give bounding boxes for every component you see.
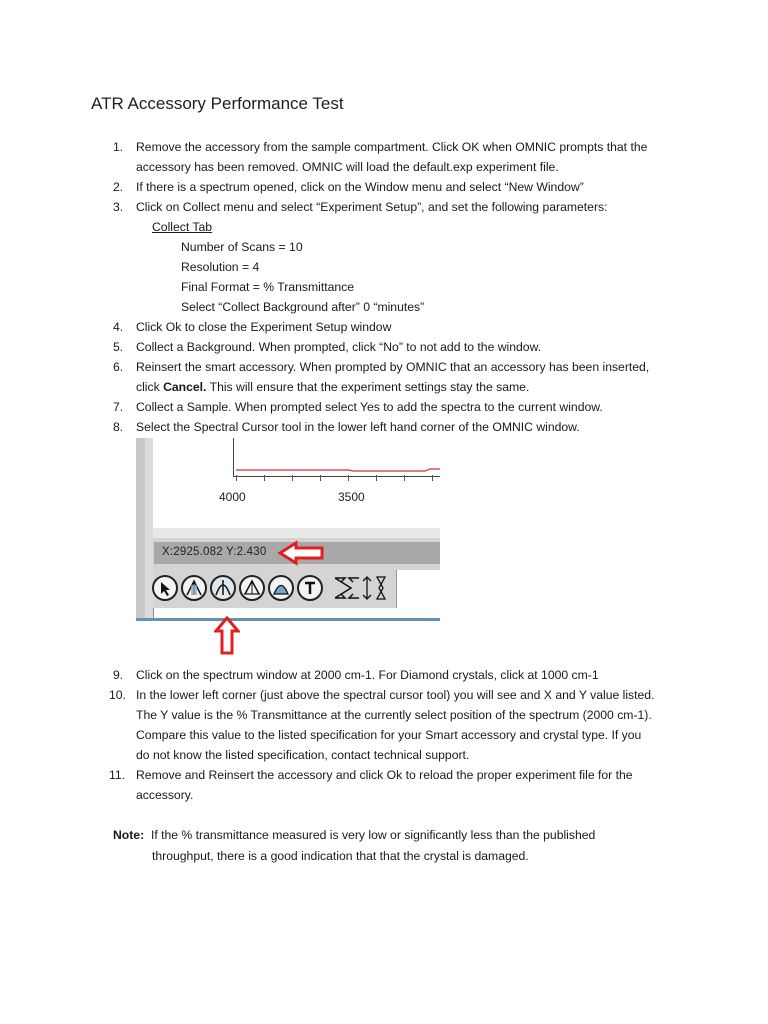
step-text: accessory has been removed. OMNIC will load the default.exp experiment file. [136, 160, 559, 174]
note-label: Note: [113, 828, 145, 842]
step-text-part: click [136, 380, 164, 394]
spectrum-trace [153, 438, 440, 478]
step-number: 5. [113, 340, 124, 354]
omnic-screenshot [136, 438, 440, 621]
step-number: 6. [113, 360, 124, 374]
step-text-part: This will ensure that the experiment settings stay the same. [206, 380, 530, 394]
step-text: accessory. [136, 788, 194, 802]
param-line: Resolution = 4 [181, 260, 260, 274]
step-text: Collect a Sample. When prompted select Yes to add the spectra to the current window. [136, 400, 603, 414]
list-item [113, 197, 701, 217]
steps-list-a [113, 137, 701, 217]
step-text: do not know the listed specification, contact technical support. [136, 748, 470, 762]
cancel-emphasis: Cancel. [163, 380, 207, 394]
region-tool-button[interactable] [181, 575, 207, 601]
step-number: 9. [113, 668, 124, 682]
note-text-cont: throughput, there is a good indication that that the crystal is damaged. [152, 849, 529, 863]
step-text: Click on Collect menu and select “Experiment Setup”, and set the following parameters: [136, 200, 608, 214]
step-text: If there is a spectrum opened, click on the Window menu and select “New Window” [136, 180, 584, 194]
note [113, 825, 595, 845]
x-tick-label: 4000 [219, 490, 246, 504]
peak-area-tool-button[interactable] [268, 575, 294, 601]
step-number: 3. [113, 200, 124, 214]
x-tick-label: 3500 [338, 490, 365, 504]
step-number: 4. [113, 320, 124, 334]
cursor-readout: X:2925.082 Y:2.430 [162, 546, 267, 558]
list-item [109, 685, 716, 765]
list-item [113, 317, 701, 337]
step-number: 2. [113, 180, 124, 194]
page-title: ATR Accessory Performance Test [91, 94, 344, 113]
spectrum-plot [153, 438, 440, 528]
step-number: 7. [113, 400, 124, 414]
spectral-cursor-tool-button[interactable] [210, 575, 236, 601]
toolbar-right-area [396, 570, 440, 608]
step-number: 10. [109, 688, 126, 702]
param-line: Number of Scans = 10 [181, 240, 303, 254]
step-text: Remove and Reinsert the accessory and click Ok to reload the proper experiment file for the [136, 768, 633, 782]
collect-tab-heading: Collect Tab [152, 220, 213, 234]
note-text: If the % transmittance measured is very low or significantly less than the published [150, 828, 596, 842]
step-number: 1. [113, 140, 124, 154]
zoom-arrows-icon[interactable] [333, 573, 393, 603]
status-panel-edge [153, 528, 440, 538]
list-item [113, 337, 701, 357]
list-item [113, 177, 701, 197]
step-text: Collect a Background. When prompted, click “No” to not add to the window. [136, 340, 542, 354]
step-text: Compare this value to the listed specification for your Smart accessory and crystal type. If you [136, 728, 642, 742]
step-number: 8. [113, 420, 124, 434]
text-tool-button[interactable] [297, 575, 323, 601]
red-arrow-left-icon [278, 540, 328, 566]
step-text: Click Ok to close the Experiment Setup window [136, 320, 392, 334]
red-arrow-up-icon [214, 616, 240, 656]
steps-list-b [113, 317, 701, 437]
list-item [113, 397, 701, 417]
list-item [113, 417, 701, 437]
list-item [113, 357, 701, 397]
param-line: Final Format = % Transmittance [181, 280, 355, 294]
step-text: The Y value is the % Transmittance at the currently select position of the spectrum (2000 cm-1). [136, 708, 652, 722]
step-text [136, 377, 701, 397]
step-number: 11. [109, 768, 126, 782]
steps-list-c [109, 665, 716, 805]
peak-height-tool-button[interactable] [239, 575, 265, 601]
step-text: In the lower left corner (just above the spectral cursor tool) you will see and X and Y value listed. [136, 688, 655, 702]
step-text: Select the Spectral Cursor tool in the lower left hand corner of the OMNIC window. [136, 420, 580, 434]
step-text: Reinsert the smart accessory. When prompted by OMNIC that an accessory has been inserted, [136, 360, 650, 374]
step-text: Remove the accessory from the sample compartment. Click OK when OMNIC prompts that the [136, 140, 648, 154]
list-item [113, 137, 701, 177]
param-line: Select “Collect Background after” 0 “minutes” [181, 300, 425, 314]
list-item [113, 665, 701, 685]
window-bottom-edge [136, 618, 440, 621]
selection-tool-button[interactable] [152, 575, 178, 601]
list-item [109, 765, 701, 805]
step-text: Click on the spectrum window at 2000 cm-1. For Diamond crystals, click at 1000 cm-1 [136, 668, 599, 682]
